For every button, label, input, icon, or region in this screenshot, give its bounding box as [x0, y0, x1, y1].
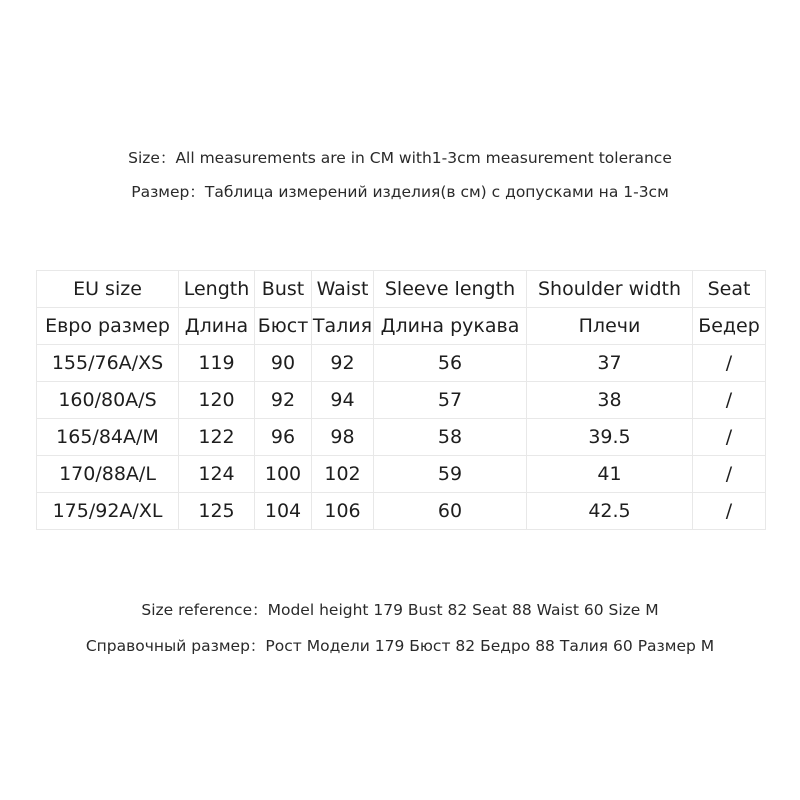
header-row-russian	[37, 308, 766, 345]
table-cell: 57	[374, 382, 527, 419]
table-cell: 92	[312, 345, 374, 382]
table-cell: 56	[374, 345, 527, 382]
table-cell: 175/92A/XL	[37, 493, 179, 530]
header-cell-shoulder-width: Shoulder width	[527, 271, 693, 308]
table-cell: /	[693, 419, 766, 456]
table-cell: /	[693, 382, 766, 419]
header-cell-waist: Waist	[312, 271, 374, 308]
table-cell: 120	[179, 382, 255, 419]
size-chart-table	[36, 270, 766, 530]
header-cell-bust: Bust	[255, 271, 312, 308]
table-cell: 94	[312, 382, 374, 419]
table-cell: 58	[374, 419, 527, 456]
header-cell-seat-ru: Бедер	[693, 308, 766, 345]
header-cell-waist-ru: Талия	[312, 308, 374, 345]
table-cell: 165/84A/M	[37, 419, 179, 456]
table-cell: 92	[255, 382, 312, 419]
table-cell: 59	[374, 456, 527, 493]
table-cell: 39.5	[527, 419, 693, 456]
table-row	[37, 419, 766, 456]
header-cell-sleeve-length: Sleeve length	[374, 271, 527, 308]
table-cell: 124	[179, 456, 255, 493]
table-cell: 38	[527, 382, 693, 419]
table-cell: /	[693, 493, 766, 530]
table-cell: 160/80A/S	[37, 382, 179, 419]
table-cell: 155/76A/XS	[37, 345, 179, 382]
table-cell: 104	[255, 493, 312, 530]
header-cell-sleeve-length-ru: Длина рукава	[374, 308, 527, 345]
header-row-english	[37, 271, 766, 308]
header-cell-length-ru: Длина	[179, 308, 255, 345]
header-cell-eu-size-ru: Евро размер	[37, 308, 179, 345]
table-cell: 60	[374, 493, 527, 530]
table-cell: 90	[255, 345, 312, 382]
table-cell: 106	[312, 493, 374, 530]
size-reference-english: Size reference：Model height 179 Bust 82 Seat 88 Waist 60 Size M	[141, 601, 659, 619]
table-cell: 125	[179, 493, 255, 530]
table-cell: 100	[255, 456, 312, 493]
table-row	[37, 345, 766, 382]
header-cell-shoulder-width-ru: Плечи	[527, 308, 693, 345]
table-cell: /	[693, 456, 766, 493]
table-cell: 96	[255, 419, 312, 456]
table-cell: 170/88A/L	[37, 456, 179, 493]
header-cell-eu-size: EU size	[37, 271, 179, 308]
table-cell: 41	[527, 456, 693, 493]
table-row	[37, 456, 766, 493]
table-cell: 42.5	[527, 493, 693, 530]
header-cell-seat: Seat	[693, 271, 766, 308]
header-cell-length: Length	[179, 271, 255, 308]
table-cell: 119	[179, 345, 255, 382]
table-cell: 102	[312, 456, 374, 493]
table-row	[37, 493, 766, 530]
table-cell: 98	[312, 419, 374, 456]
measurement-note-russian: Размер：Таблица измерений изделия(в см) с допусками на 1-3см	[131, 183, 669, 201]
size-reference-russian: Справочный размер：Рост Модели 179 Бюст 82 Бедро 88 Талия 60 Размер M	[85, 637, 715, 655]
table-cell: 37	[527, 345, 693, 382]
table-cell: /	[693, 345, 766, 382]
header-cell-bust-ru: Бюст	[255, 308, 312, 345]
table-row	[37, 382, 766, 419]
measurement-note-english: Size：All measurements are in CM with1-3cm measurement tolerance	[128, 149, 672, 167]
table-cell: 122	[179, 419, 255, 456]
